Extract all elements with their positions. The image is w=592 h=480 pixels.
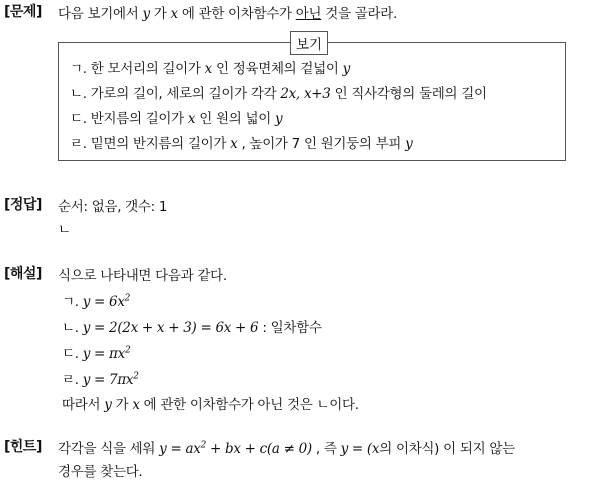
hint-label: [힌트] [4, 439, 42, 455]
solution-intro: 식으로 나타내면 다음과 같다. [58, 268, 227, 284]
example-item-1: ㄱ. 한 모서리의 길이가 x 인 정육면체의 겉넓이 y [70, 61, 350, 77]
example-box-title: 보기 [290, 31, 328, 55]
problem-text: 다음 보기에서 y 가 x 에 관한 이차함수가 아닌 것을 골라라. [58, 6, 397, 22]
solution-line-4: ㄹ. $y = 7\pi x^2$ [62, 371, 139, 388]
answer-line-1: 순서: 없음, 갯수: 1 [58, 199, 168, 215]
example-item-2: ㄴ. 가로의 길이, 세로의 길이가 각각 2x, x+3 인 직사각형의 둘레의 길이 [70, 86, 487, 102]
problem-label: [문제] [4, 4, 42, 20]
example-item-3: ㄷ. 반지름의 길이가 x 인 원의 넓이 y [70, 111, 283, 127]
solution-line-1: ㄱ. $y = 6x^2$ [62, 293, 131, 310]
solution-line-2: ㄴ. y = 2(2x + x + 3) = 6x + 6 : 일차함수 [62, 320, 322, 336]
solution-line-3: ㄷ. $y = \pi x^2$ [62, 345, 131, 362]
example-item-4: ㄹ. 밑면의 반지름의 길이가 x , 높이가 7 인 원기둥의 부피 y [70, 136, 413, 152]
answer-line-2: ㄴ [58, 222, 71, 238]
answer-label: [정답] [4, 197, 42, 213]
hint-line-2: 경우를 찾는다. [58, 464, 143, 480]
solution-label: [해설] [4, 266, 42, 282]
hint-line-1: 각각을 식을 세워 $y = ax^2$ + bx + c(a ≠ 0) , 즉 y = (x의 이차식) 이 되지 않는 [58, 440, 515, 457]
solution-conclusion: 따라서 y 가 x 에 관한 이차함수가 아닌 것은 ㄴ이다. [62, 397, 359, 413]
